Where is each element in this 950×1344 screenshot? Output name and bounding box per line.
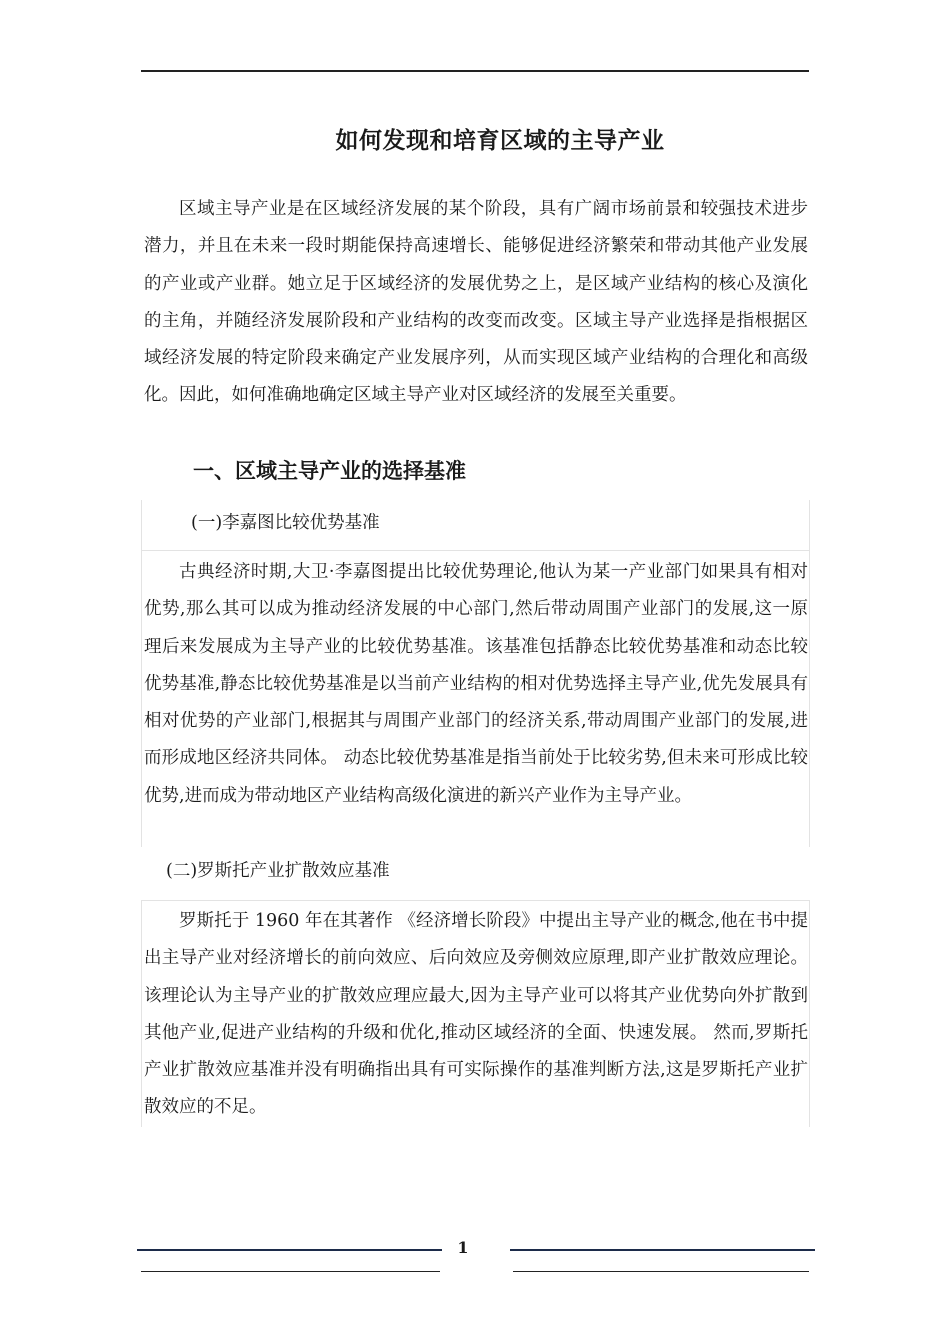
footer-rule	[137, 1249, 442, 1251]
footer-rule	[141, 1271, 440, 1272]
section-heading: 一、区域主导产业的选择基准	[193, 459, 466, 483]
ricardo-paragraph: 古典经济时期,大卫·李嘉图提出比较优势理论,他认为某一产业部门如果具有相对优势,那么其可以成为推动经济发展的中心部门,然后带动周围产业部门的发展,这一原理后来发展成为主导产业的比较优势基准。该基准包括静态比较优势基准和动态比较优势基准,静态比较优势基准是以当前产业结构的相对优势选择主导产业,优先发展具有相对优势的产业部门,根据其与周围产业部门的经济关系,带动周围产业部门的发展,进而形成地区经济共同体。 动态比较优势基准是指当前处于比较劣势,但未来可形成比较优势,进而成为带动地区产业结构高级化演进的新兴产业作为主导产业。	[144, 562, 808, 806]
intro-paragraph: 区域主导产业是在区域经济发展的某个阶段，具有广阔市场前景和较强技术进步潜力，并且在未来一段时期能保持高速增长、能够促进经济繁荣和带动其他产业发展的产业或产业群。她立足于区域经济的发展优势之上，是区域产业结构的核心及演化的主角，并随经济发展阶段和产业结构的改变而改变。区域主导产业选择是指根据区域经济发展的特定阶段来确定产业发展序列，从而实现区域产业结构的合理化和高级化。因此，如何准确地确定区域主导产业对区域经济的发展至关重要。	[144, 199, 808, 406]
rostow-paragraph: 罗斯托于 1960 年在其著作 《经济增长阶段》中提出主导产业的概念,他在书中提出主导产业对经济增长的前向效应、后向效应及旁侧效应原理,即产业扩散效应理论。该理论认为主导产业的扩散效应理应最大,因为主导产业可以将其产业优势向外扩散到其他产业,促进产业结构的升级和优化,推动区域经济的全面、快速发展。 然而,罗斯托产业扩散效应基准并没有明确指出具有可实际操作的基准判断方法,这是罗斯托产业扩散效应的不足。	[144, 911, 808, 1118]
subsection-heading-ricardo: (一)李嘉图比较优势基准	[191, 513, 380, 533]
document-title: 如何发现和培育区域的主导产业	[335, 128, 665, 154]
header-rule	[141, 70, 809, 72]
footer-rule	[513, 1271, 809, 1272]
footer-rule	[510, 1249, 815, 1251]
page-number: 1	[457, 1238, 469, 1257]
subsection-heading-rostow: (二)罗斯托产业扩散效应基准	[166, 861, 390, 881]
